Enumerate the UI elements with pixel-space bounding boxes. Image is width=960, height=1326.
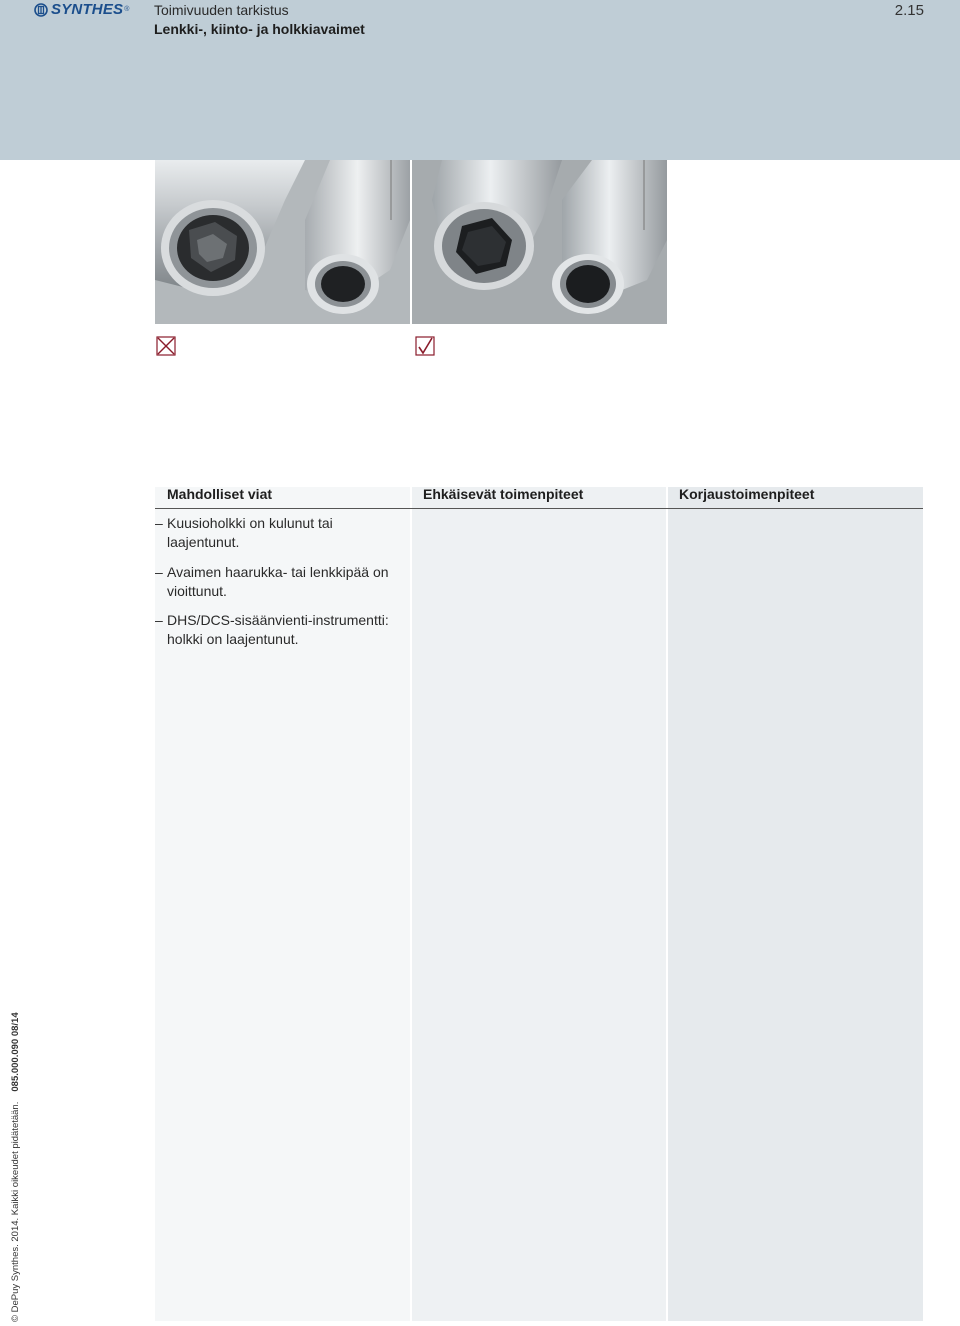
cross-icon <box>156 336 174 354</box>
synthes-emblem-icon <box>34 3 48 17</box>
header-band <box>0 0 960 160</box>
registered-mark: ® <box>124 6 130 13</box>
dash-bullet: – <box>155 515 163 531</box>
list-item <box>155 611 400 649</box>
defect-text: DHS/DCS-sisäänvienti-instrumentti: holkki on laajentunut. <box>167 612 389 647</box>
column-header-defects: Mahdolliset viat <box>167 486 273 502</box>
dash-bullet: – <box>155 612 163 628</box>
defect-text: Kuusioholkki on kulunut tai laajentunut. <box>167 515 333 550</box>
column-preventive-actions <box>412 487 666 1321</box>
check-icon <box>415 336 433 354</box>
page-number: 2.15 <box>894 2 924 19</box>
synthes-logo <box>34 1 129 18</box>
column-header-preventive: Ehkäisevät toimenpiteet <box>423 486 584 502</box>
photo-worn-sockets <box>155 160 410 324</box>
dash-bullet: – <box>155 564 163 580</box>
footer-copyright <box>10 1012 21 1322</box>
photo-good-sockets <box>412 160 667 324</box>
brand-name: SYNTHES <box>51 1 124 18</box>
section-title: Toimivuuden tarkistus <box>154 2 289 18</box>
column-header-corrective: Korjaustoimenpiteet <box>679 486 815 502</box>
column-corrective-actions <box>668 487 923 1321</box>
list-item <box>155 563 400 601</box>
page-subtitle: Lenkki-, kiinto- ja holkkiavaimet <box>154 21 365 37</box>
header-rule <box>155 508 923 509</box>
list-item <box>155 514 400 552</box>
defect-text: Avaimen haarukka- tai lenkkipää on vioittunut. <box>167 564 389 599</box>
copyright-text: © DePuy Synthes. 2014. Kaikki oikeudet pidätetään. <box>10 1101 21 1322</box>
document-code: 085.000.090 08/14 <box>10 1012 21 1092</box>
